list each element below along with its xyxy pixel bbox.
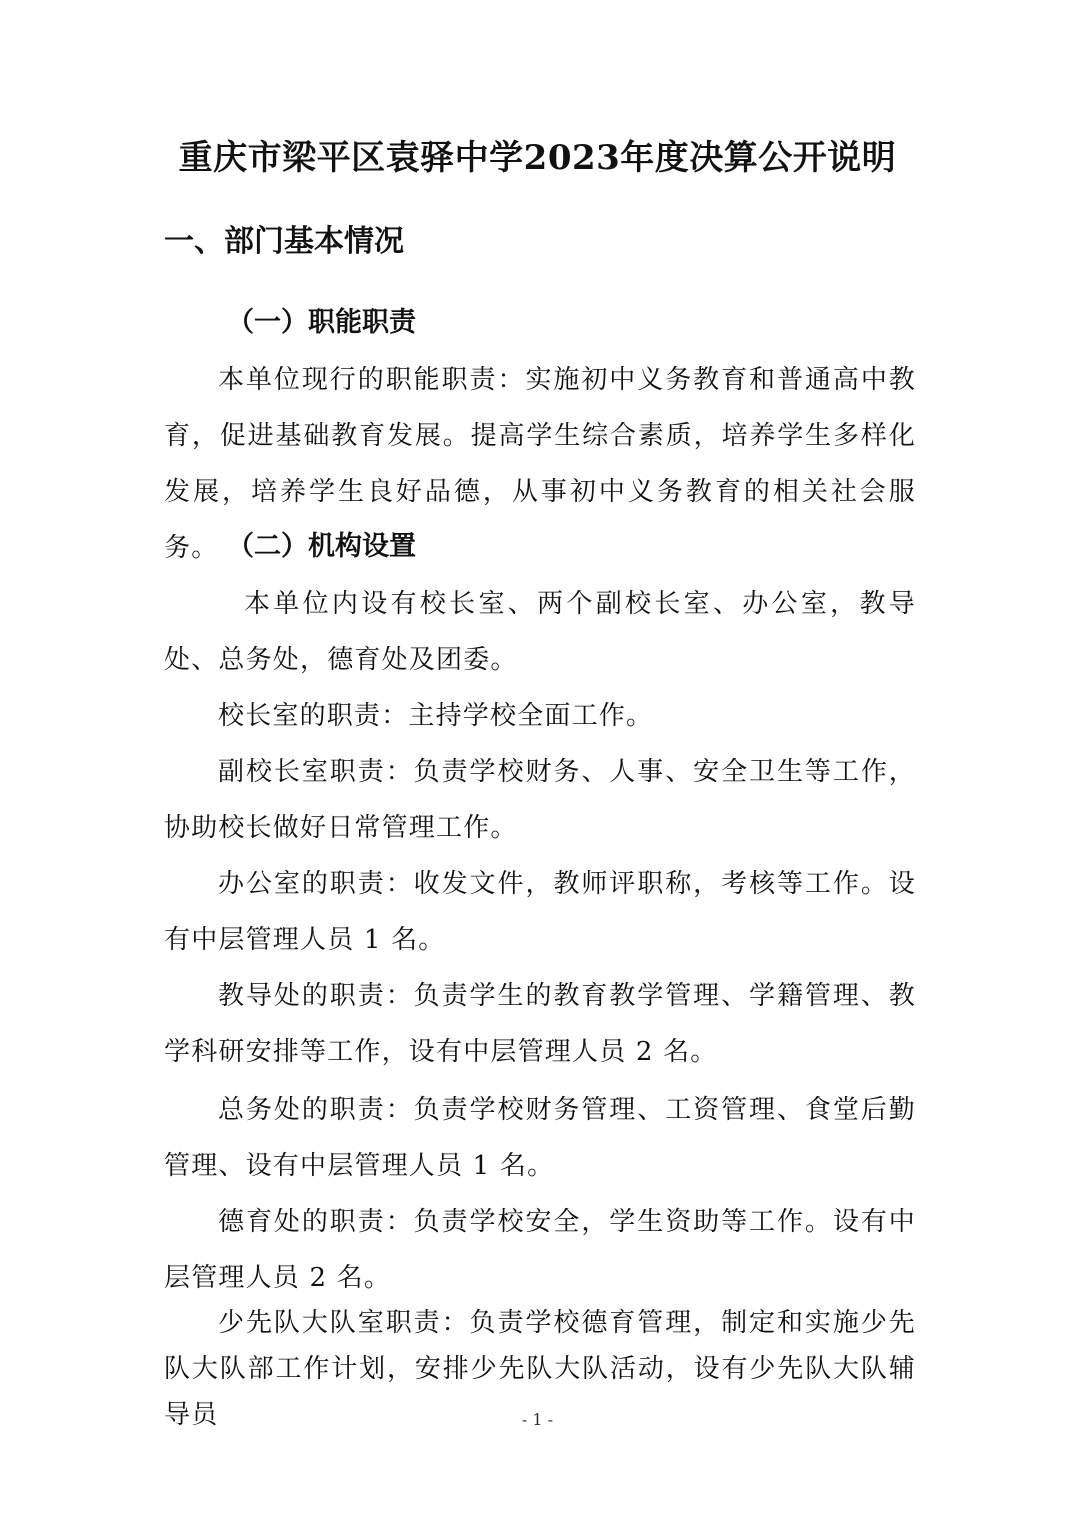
paragraph-general-affairs: 总务处的职责：负责学校财务管理、工资管理、食堂后勤管理、设有中层管理人员 1 名。 xyxy=(164,1095,916,1181)
paragraph-academic-affairs: 教导处的职责：负责学生的教育教学管理、学籍管理、教学科研安排等工作，设有中层管理人员 2 名。 xyxy=(164,981,916,1067)
subsection-heading-organization: （二）机构设置 xyxy=(227,531,416,562)
paragraph-functions: 本单位现行的职能职责：实施初中义务教育和普通高中教育，促进基础教育发展。提高学生综合素质，培养学生多样化发展，培养学生良好品德，从事初中义务教育的相关社会服务。 xyxy=(164,365,916,563)
paragraph-vice-principal-office: 副校长室职责：负责学校财务、人事、安全卫生等工作，协助校长做好日常管理工作。 xyxy=(164,757,916,843)
paragraph-moral-education: 德育处的职责：负责学校安全，学生资助等工作。设有中层管理人员 2 名。 xyxy=(164,1207,916,1293)
paragraph-principal-office: 校长室的职责：主持学校全面工作。 xyxy=(218,701,654,731)
page-number: - 1 - xyxy=(521,1410,554,1429)
page-title: 重庆市梁平区袁驿中学2023年度决算公开说明 xyxy=(178,138,897,178)
paragraph-general-office: 办公室的职责：收发文件，教师评职称，考核等工作。设有中层管理人员 1 名。 xyxy=(164,869,916,955)
section-heading-basic-info: 一、部门基本情况 xyxy=(164,224,404,259)
subsection-heading-functions: （一）职能职责 xyxy=(227,307,416,338)
paragraph-young-pioneers: 少先队大队室职责：负责学校德育管理，制定和实施少先队大队部工作计划，安排少先队大队活动，设有少先队大队辅导员 xyxy=(164,1308,916,1430)
paragraph-org-overview: 本单位内设有校长室、两个副校长室、办公室，教导处、总务处，德育处及团委。 xyxy=(164,589,916,675)
